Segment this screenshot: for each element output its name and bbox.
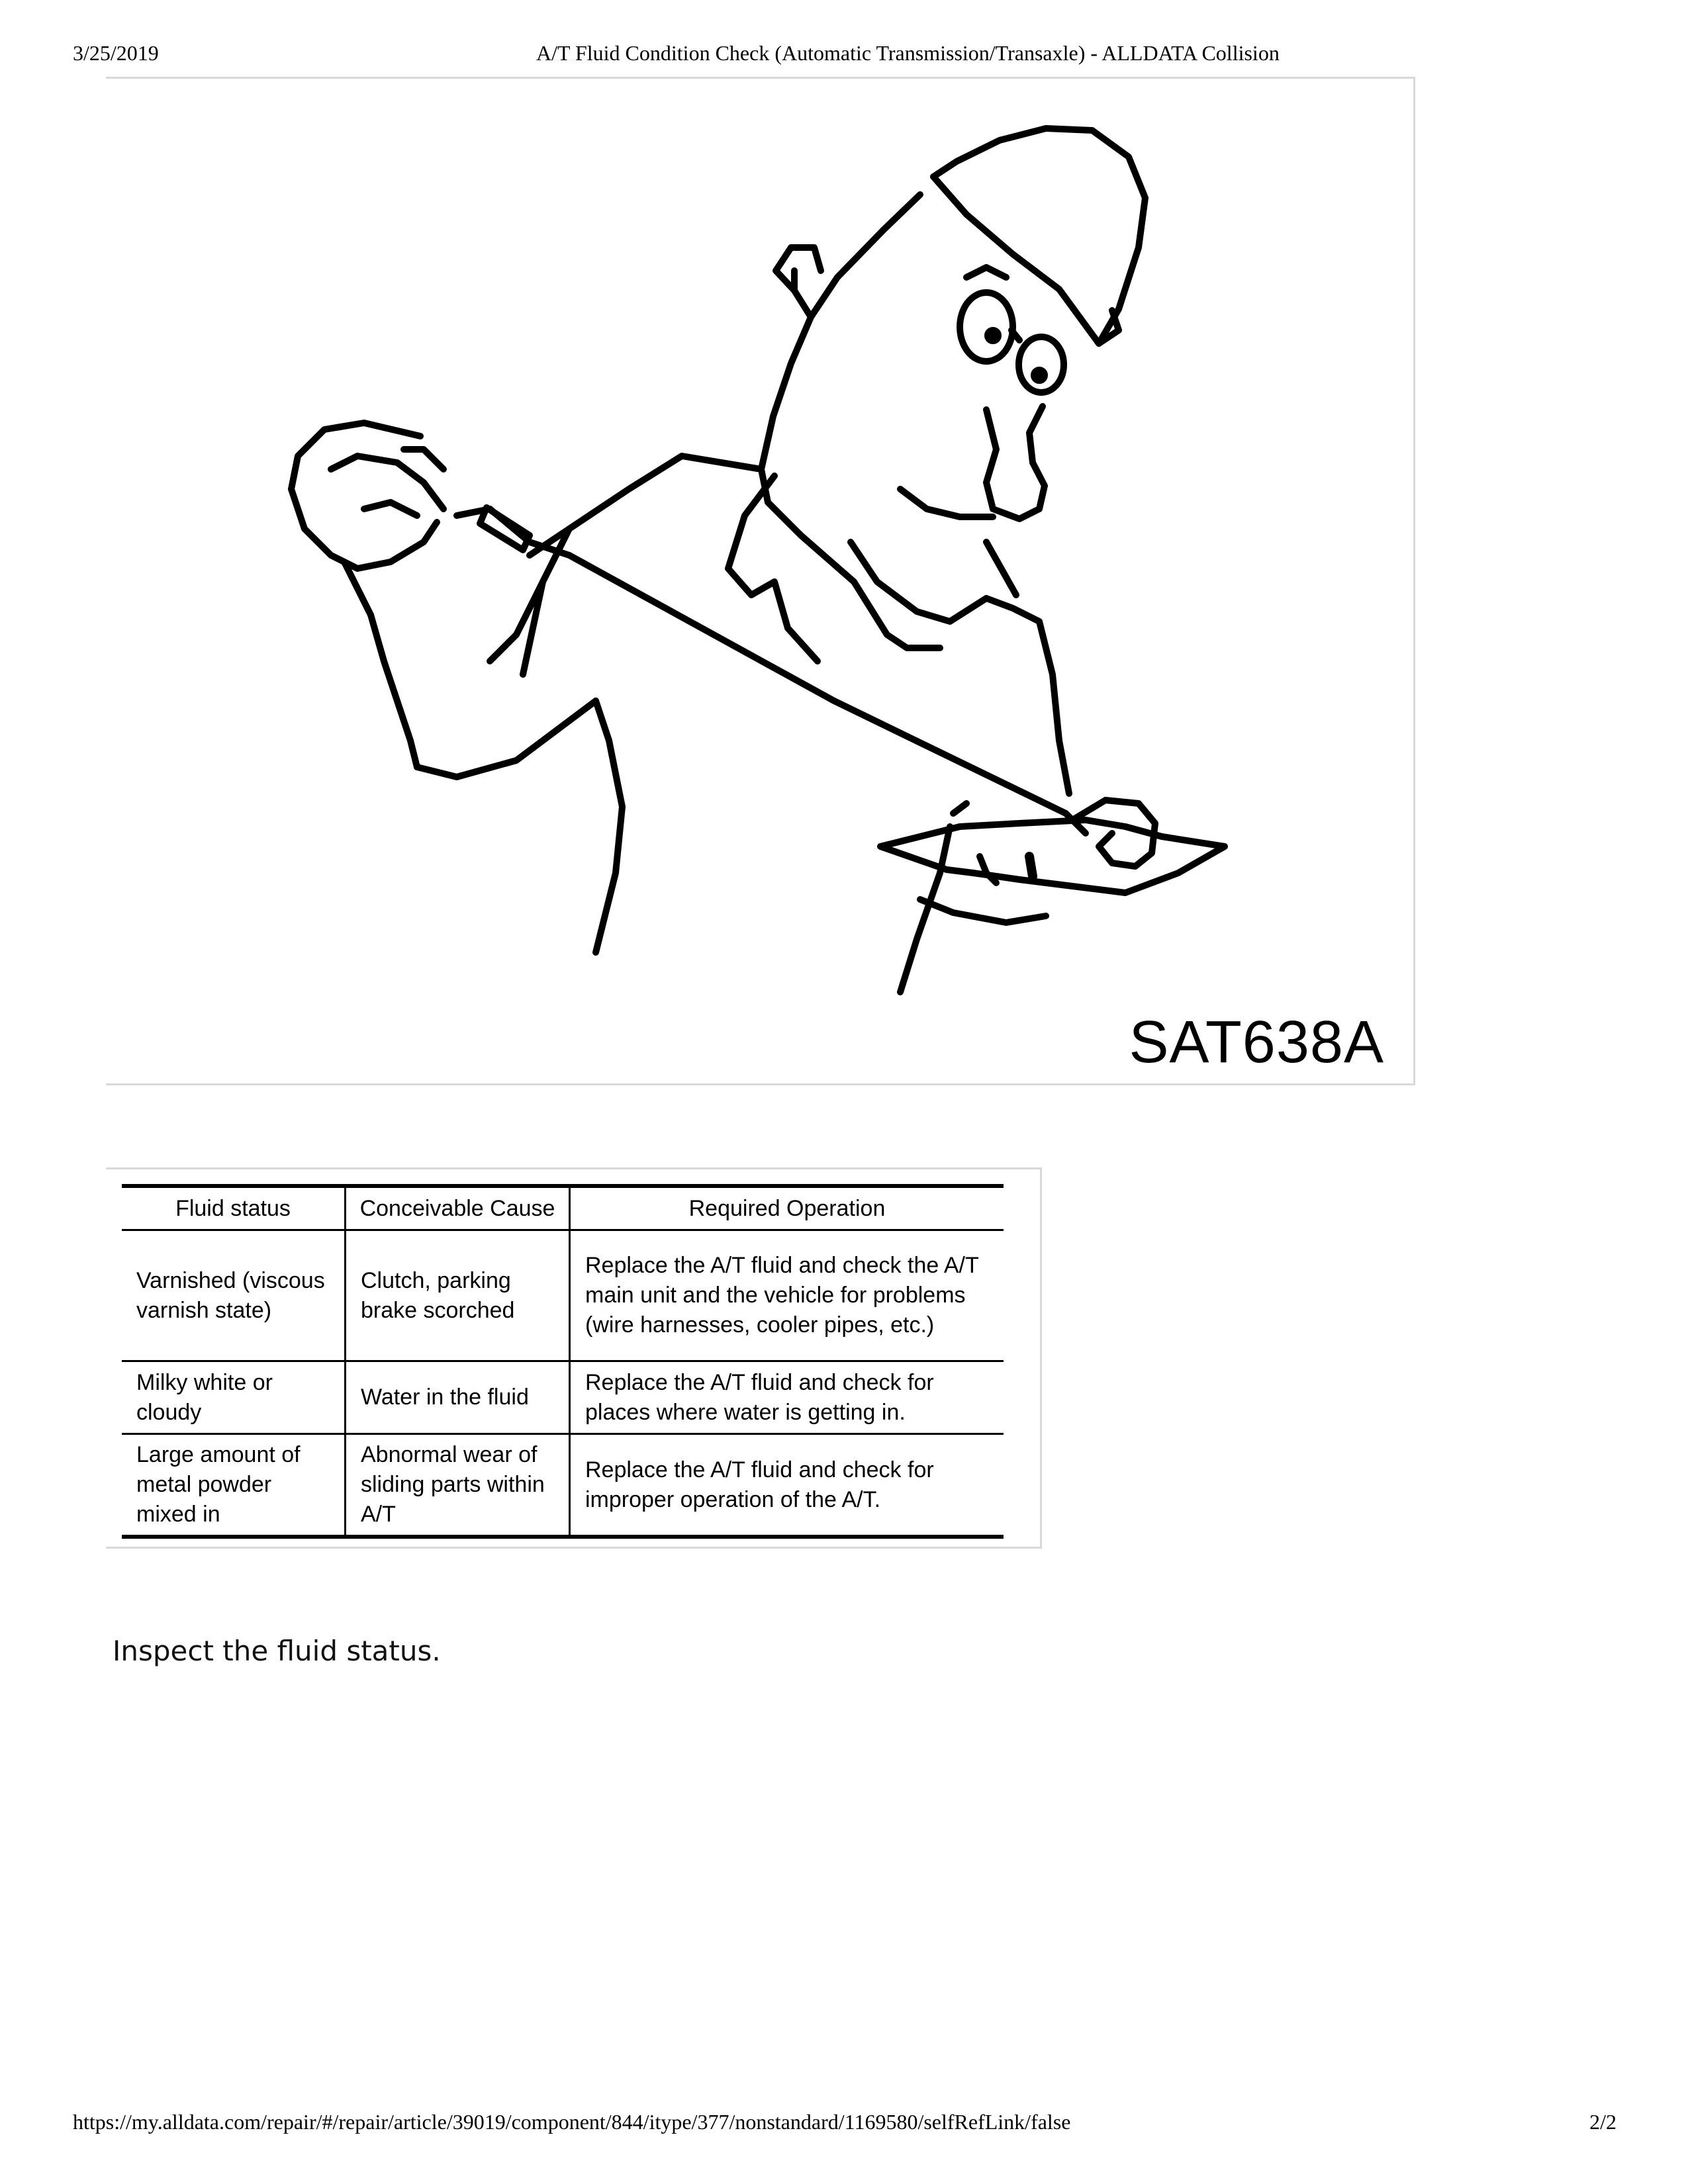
cell-conceivable-cause: Water in the fluid: [346, 1361, 570, 1434]
header-fluid-status: Fluid status: [122, 1186, 346, 1230]
cell-required-operation: Replace the A/T fluid and check for improper operation of the A/T.: [570, 1434, 1004, 1537]
table-frame: [106, 1167, 1042, 1549]
cell-fluid-status: Varnished (viscous varnish state): [122, 1230, 346, 1361]
table-row: [122, 1361, 1004, 1434]
figure-frame: [106, 77, 1415, 1085]
cell-fluid-status: Milky white or cloudy: [122, 1361, 346, 1434]
instruction-text: Inspect the fluid status.: [113, 1635, 441, 1667]
cell-required-operation: Replace the A/T fluid and check the A/T main unit and the vehicle for problems (wire harnesses, cooler pipes, etc.): [570, 1230, 1004, 1361]
header-conceivable-cause: Conceivable Cause: [346, 1186, 570, 1230]
mechanic-checking-dipstick-illustration: [106, 79, 1415, 1087]
fluid-status-table: [122, 1184, 1004, 1539]
print-url: https://my.alldata.com/repair/#/repair/article/39019/component/844/itype/377/nonstandard/1169580/selfRefLink/false: [73, 2110, 1071, 2134]
figure-code: SAT638A: [1129, 1009, 1384, 1075]
header-required-operation: Required Operation: [570, 1186, 1004, 1230]
cell-required-operation: Replace the A/T fluid and check for places where water is getting in.: [570, 1361, 1004, 1434]
cell-conceivable-cause: Abnormal wear of sliding parts within A/T: [346, 1434, 570, 1537]
table-header-row: [122, 1186, 1004, 1230]
print-date: 3/25/2019: [73, 41, 159, 65]
table-row: [122, 1230, 1004, 1361]
page-number: 2/2: [1589, 2110, 1617, 2134]
cell-conceivable-cause: Clutch, parking brake scorched: [346, 1230, 570, 1361]
table-row: [122, 1434, 1004, 1537]
cell-fluid-status: Large amount of metal powder mixed in: [122, 1434, 346, 1537]
print-page-title: A/T Fluid Condition Check (Automatic Transmission/Transaxle) - ALLDATA Collision: [536, 41, 1280, 65]
